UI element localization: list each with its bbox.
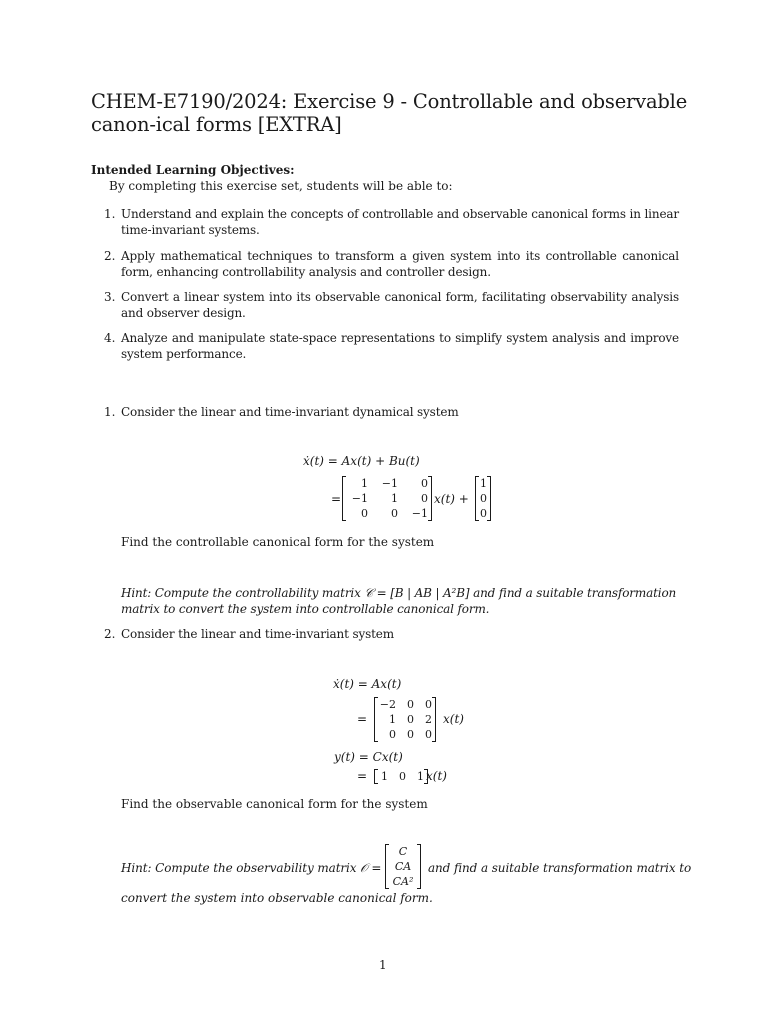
- matrix-cell: 0: [480, 507, 487, 520]
- problem-number: 1.: [104, 405, 116, 419]
- hint-text-before: Hint: Compute the observability matrix 𝒪 =: [121, 861, 382, 875]
- matrix-c: [374, 769, 428, 784]
- observability-matrix: [385, 844, 421, 889]
- matrix-a: [342, 476, 432, 521]
- matrix-cell: 0: [361, 507, 368, 520]
- objective-text: Understand and explain the concepts of controllable and observable canonical forms in linear time-invariant systems.: [121, 207, 679, 237]
- problem-intro-row: [104, 627, 679, 643]
- objective-item: [104, 331, 679, 362]
- state-equation: ẋ(t) = Ax(t): [333, 677, 402, 691]
- objective-item: [104, 207, 679, 238]
- state-equation: ẋ(t) = Ax(t) + Bu(t): [303, 454, 420, 468]
- matrix-cell: 1: [389, 713, 396, 726]
- matrix-cell: 0: [407, 698, 414, 711]
- matrix-cell: 1: [391, 492, 398, 505]
- problem-intro: Consider the linear and time-invariant system: [121, 627, 394, 641]
- matrix-cell: 0: [425, 728, 432, 741]
- matrix-cell: 0: [425, 698, 432, 711]
- matrix-a: [374, 697, 436, 742]
- matrix-cell: 0: [391, 507, 398, 520]
- matrix-cell: CA: [394, 860, 412, 873]
- matrix-cell: 1: [417, 770, 424, 783]
- matrix-cell: 1: [480, 477, 487, 490]
- problem-task: Find the observable canonical form for the system: [121, 797, 428, 811]
- matrix-cell: 0: [407, 728, 414, 741]
- hint-text-after: and find a suitable transformation matrix to: [428, 861, 692, 875]
- matrix-cell: 0: [421, 492, 428, 505]
- objective-number: 3.: [104, 290, 116, 304]
- matrix-cell: 0: [421, 477, 428, 490]
- problem-task: Find the controllable canonical form for the system: [121, 535, 435, 549]
- problem-hint: Hint: Compute the controllability matrix 𝒞 = [B | AB | A²B] and find a suitable transformation matrix to convert the system into controllable canonical form.: [121, 586, 677, 616]
- matrix-cell: 0: [399, 770, 406, 783]
- equals-sign: =: [357, 712, 368, 726]
- matrix-cell: CA²: [392, 875, 414, 888]
- matrix-cell: −1: [351, 492, 368, 505]
- problem-intro-row: [104, 405, 679, 421]
- page-number: 1: [379, 958, 387, 972]
- matrix-cell: −2: [379, 698, 396, 711]
- matrix-cell: 2: [425, 713, 432, 726]
- objective-text: Apply mathematical techniques to transform a given system into its controllable canonical form, enhancing controllability analysis and controller design.: [121, 249, 679, 279]
- objectives-intro: By completing this exercise set, students will be able to:: [109, 179, 453, 193]
- hint-text-line2: convert the system into observable canonical form.: [121, 891, 433, 905]
- matrix-cell: −1: [411, 507, 428, 520]
- matrix-b: [475, 476, 491, 521]
- objective-text: Convert a linear system into its observable canonical form, facilitating observability analysis and observer design.: [121, 290, 679, 320]
- objective-number: 2.: [104, 249, 116, 263]
- output-equation: y(t) = Cx(t): [334, 750, 403, 764]
- page-title: CHEM-E7190/2024: Exercise 9 - Controllable and observable canon-ical forms [EXTRA]: [91, 90, 688, 136]
- matrix-cell: 1: [381, 770, 388, 783]
- objective-item: [104, 249, 679, 280]
- output-term: x(t): [426, 769, 447, 783]
- matrix-cell: 1: [361, 477, 368, 490]
- problem-intro: Consider the linear and time-invariant dynamical system: [121, 405, 459, 419]
- matrix-cell: −1: [381, 477, 398, 490]
- problem-number: 2.: [104, 627, 116, 641]
- matrix-cell: C: [398, 845, 408, 858]
- objective-text: Analyze and manipulate state-space representations to simplify system analysis and improve system performance.: [121, 331, 679, 361]
- matrix-cell: 0: [389, 728, 396, 741]
- objective-item: [104, 290, 679, 321]
- state-term: x(t): [443, 712, 464, 726]
- objective-number: 1.: [104, 207, 116, 221]
- equals-sign: =: [331, 492, 342, 506]
- matrix-cell: 0: [407, 713, 414, 726]
- equals-sign: =: [357, 769, 368, 783]
- matrix-cell: 0: [480, 492, 487, 505]
- state-term: x(t) +: [434, 492, 469, 506]
- objectives-heading: Intended Learning Objectives:: [91, 163, 295, 177]
- objective-number: 4.: [104, 331, 116, 345]
